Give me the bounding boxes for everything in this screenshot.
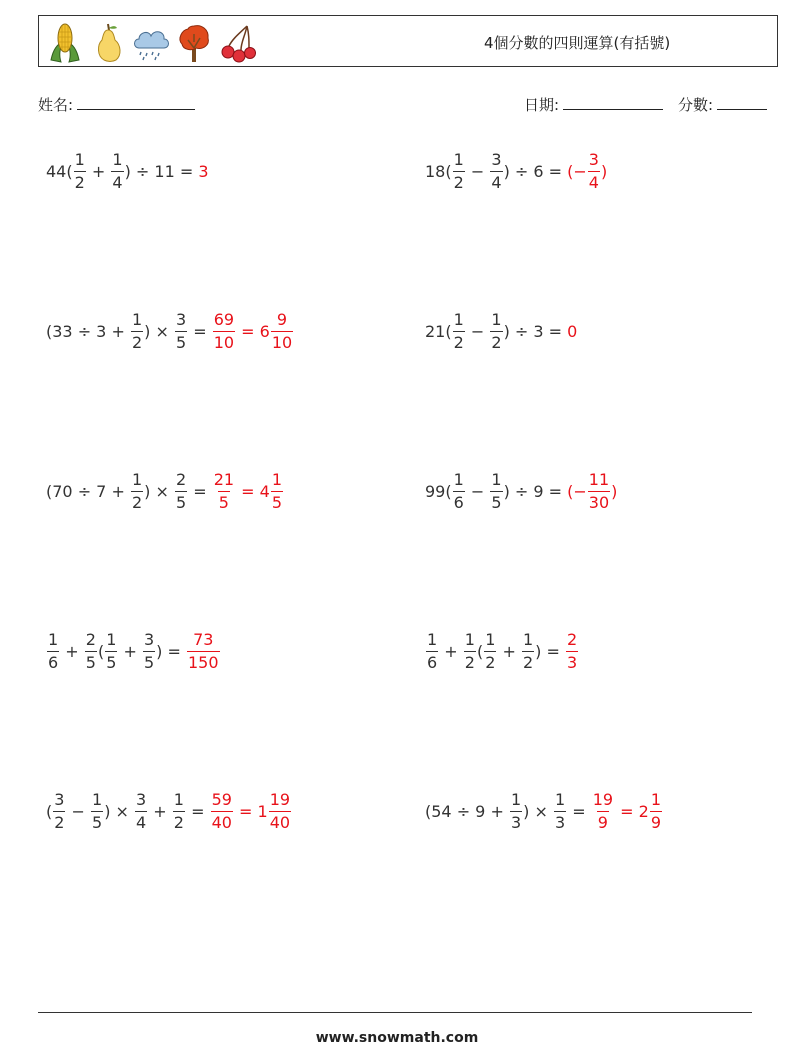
denominator: 2	[453, 172, 464, 192]
numerator: 1	[427, 629, 438, 649]
fraction	[131, 309, 143, 352]
numerator: 1	[74, 149, 85, 169]
denominator: 10	[271, 332, 293, 352]
expression-text: (	[476, 641, 484, 661]
denominator: 2	[453, 332, 464, 352]
expression-text: +	[497, 641, 521, 661]
answer-fraction	[592, 789, 614, 832]
fraction	[453, 309, 465, 352]
fraction	[484, 629, 496, 672]
expression-text: (54 ÷ 9 +	[425, 801, 509, 821]
score-label: 分數:	[678, 96, 714, 114]
numerator: 1	[453, 309, 464, 329]
numerator: 1	[650, 789, 662, 809]
answer-text: )	[600, 161, 608, 181]
fraction	[522, 629, 534, 672]
expression-text: ) ÷ 6 =	[503, 161, 568, 181]
numerator: 3	[54, 789, 65, 809]
numerator: 73	[193, 629, 214, 649]
numerator: 3	[175, 309, 187, 329]
fraction	[105, 629, 117, 672]
name-label: 姓名:	[38, 96, 74, 114]
date-field	[524, 94, 663, 115]
expression-text: ) ×	[144, 481, 174, 501]
denominator: 4	[136, 812, 147, 832]
expression-text: ) ÷ 11 =	[124, 161, 199, 181]
expression-text: =	[567, 801, 591, 821]
numerator: 2	[175, 469, 187, 489]
numerator: 1	[48, 629, 59, 649]
denominator: 150	[187, 652, 219, 672]
denominator: 5	[271, 492, 283, 512]
denominator: 3	[510, 812, 522, 832]
denominator: 2	[74, 172, 85, 192]
answer-fraction	[588, 149, 600, 192]
denominator: 5	[85, 652, 96, 672]
fraction	[554, 789, 566, 832]
problem-8	[425, 627, 579, 675]
fraction	[510, 789, 522, 832]
fraction	[453, 469, 465, 512]
fraction	[490, 149, 502, 192]
denominator: 10	[213, 332, 235, 352]
numerator: 69	[213, 309, 235, 329]
denominator: 2	[464, 652, 475, 672]
denominator: 5	[106, 652, 117, 672]
numerator: 1	[464, 629, 475, 649]
denominator: 9	[597, 812, 608, 832]
answer-fraction	[213, 309, 235, 352]
answer-fraction	[588, 469, 610, 512]
denominator: 5	[175, 332, 187, 352]
numerator: 19	[592, 789, 614, 809]
numerator: 21	[213, 469, 235, 489]
problem-5	[46, 467, 284, 515]
expression-text: ) ×	[144, 321, 174, 341]
denominator: 2	[522, 652, 534, 672]
date-blank-line[interactable]	[563, 95, 663, 110]
worksheet-title: 4個分數的四則運算(有括號)	[484, 34, 671, 52]
expression-text: (33 ÷ 3 +	[46, 321, 130, 341]
denominator: 2	[491, 332, 502, 352]
numerator: 1	[491, 309, 502, 329]
denominator: 3	[566, 652, 578, 672]
fraction	[426, 629, 438, 672]
numerator: 1	[112, 149, 123, 169]
problem-3	[46, 307, 294, 355]
date-label: 日期:	[524, 96, 560, 114]
denominator: 6	[48, 652, 59, 672]
fraction	[464, 629, 476, 672]
expression-text: =	[185, 801, 210, 821]
score-blank-line[interactable]	[717, 95, 767, 110]
corn-icon	[45, 20, 85, 64]
expression-text: ) ÷ 3 =	[503, 321, 568, 341]
denominator: 5	[218, 492, 229, 512]
numerator: 59	[211, 789, 232, 809]
numerator: 1	[453, 469, 464, 489]
footer-url: www.snowmath.com	[315, 1030, 479, 1046]
denominator: 5	[175, 492, 187, 512]
answer-fraction	[213, 469, 235, 512]
expression-text: −	[66, 801, 91, 821]
denominator: 40	[211, 812, 232, 832]
autumn-tree-icon	[174, 20, 214, 64]
fraction	[74, 149, 86, 192]
expression-text: ) =	[535, 641, 565, 661]
answer-text: 0	[567, 321, 578, 341]
answer-fraction	[566, 629, 578, 672]
problem-10	[425, 787, 663, 835]
denominator: 2	[131, 332, 143, 352]
answer-text: (−	[567, 161, 587, 181]
rain-cloud-icon	[131, 20, 171, 64]
fraction	[135, 789, 147, 832]
denominator: 2	[485, 652, 496, 672]
score-field	[678, 94, 767, 115]
expression-text: ) ÷ 9 =	[503, 481, 568, 501]
answer-text: = 4	[236, 481, 270, 501]
answer-fraction	[271, 469, 283, 512]
fraction	[131, 469, 143, 512]
denominator: 4	[491, 172, 502, 192]
numerator: 1	[522, 629, 534, 649]
expression-text: =	[188, 321, 212, 341]
expression-text: +	[439, 641, 463, 661]
denominator: 6	[453, 492, 464, 512]
answer-fraction	[650, 789, 662, 832]
expression-text: −	[465, 321, 490, 341]
numerator: 1	[554, 789, 566, 809]
numerator: 1	[131, 309, 143, 329]
problem-6	[425, 467, 617, 515]
problem-2	[425, 147, 607, 195]
numerator: 1	[173, 789, 184, 809]
denominator: 6	[427, 652, 438, 672]
footer-divider	[38, 1012, 752, 1013]
denominator: 2	[173, 812, 184, 832]
expression-text: 21(	[425, 321, 452, 341]
denominator: 5	[92, 812, 103, 832]
numerator: 2	[566, 629, 578, 649]
expression-text: +	[148, 801, 172, 821]
fraction	[47, 629, 59, 672]
expression-text: (	[46, 801, 53, 821]
numerator: 1	[510, 789, 522, 809]
fraction	[53, 789, 65, 832]
numerator: 3	[588, 149, 599, 169]
fraction	[490, 469, 502, 512]
answer-text: = 2	[615, 801, 649, 821]
answer-fraction	[211, 789, 233, 832]
expression-text: (	[97, 641, 105, 661]
answer-fraction	[271, 309, 293, 352]
answer-text: (−	[567, 481, 587, 501]
fraction	[143, 629, 155, 672]
numerator: 19	[269, 789, 291, 809]
answer-fraction	[187, 629, 220, 672]
fraction	[490, 309, 502, 352]
answer-text: = 1	[233, 801, 268, 821]
fraction	[453, 149, 465, 192]
name-blank-line[interactable]	[77, 95, 195, 110]
answer-text: )	[611, 481, 618, 501]
problem-4	[425, 307, 577, 355]
denominator: 2	[54, 812, 65, 832]
numerator: 1	[485, 629, 496, 649]
expression-text: 44(	[46, 161, 73, 181]
expression-text: +	[86, 161, 111, 181]
numerator: 1	[491, 469, 502, 489]
expression-text: (70 ÷ 7 +	[46, 481, 130, 501]
expression-text: −	[465, 481, 490, 501]
denominator: 5	[143, 652, 155, 672]
expression-text: ) ×	[523, 801, 553, 821]
numerator: 3	[136, 789, 147, 809]
fraction	[85, 629, 97, 672]
numerator: 3	[143, 629, 155, 649]
denominator: 4	[112, 172, 123, 192]
fraction	[111, 149, 123, 192]
fraction	[175, 469, 187, 512]
denominator: 2	[131, 492, 143, 512]
numerator: 1	[453, 149, 464, 169]
expression-text: 99(	[425, 481, 452, 501]
numerator: 11	[588, 469, 610, 489]
expression-text: +	[118, 641, 142, 661]
answer-fraction	[269, 789, 291, 832]
fraction	[91, 789, 103, 832]
pear-icon	[88, 20, 128, 64]
header-box	[38, 15, 778, 67]
numerator: 3	[491, 149, 502, 169]
answer-text: 3	[198, 161, 209, 181]
fraction	[173, 789, 185, 832]
expression-text: ) ×	[104, 801, 135, 821]
answer-text: = 6	[236, 321, 270, 341]
denominator: 5	[491, 492, 502, 512]
numerator: 9	[276, 309, 288, 329]
denominator: 30	[588, 492, 610, 512]
expression-text: −	[465, 161, 490, 181]
denominator: 9	[650, 812, 662, 832]
expression-text: ) =	[156, 641, 186, 661]
name-field	[38, 94, 195, 115]
numerator: 2	[85, 629, 96, 649]
fraction	[175, 309, 187, 352]
expression-text: 18(	[425, 161, 452, 181]
denominator: 3	[554, 812, 566, 832]
problem-7	[46, 627, 221, 675]
header-icons	[45, 20, 257, 64]
cherries-icon	[217, 20, 257, 64]
numerator: 1	[106, 629, 117, 649]
problem-1	[46, 147, 209, 195]
expression-text: +	[60, 641, 84, 661]
expression-text: =	[188, 481, 212, 501]
problem-9	[46, 787, 292, 835]
numerator: 1	[131, 469, 143, 489]
denominator: 4	[588, 172, 599, 192]
numerator: 1	[271, 469, 283, 489]
denominator: 40	[269, 812, 291, 832]
numerator: 1	[92, 789, 103, 809]
